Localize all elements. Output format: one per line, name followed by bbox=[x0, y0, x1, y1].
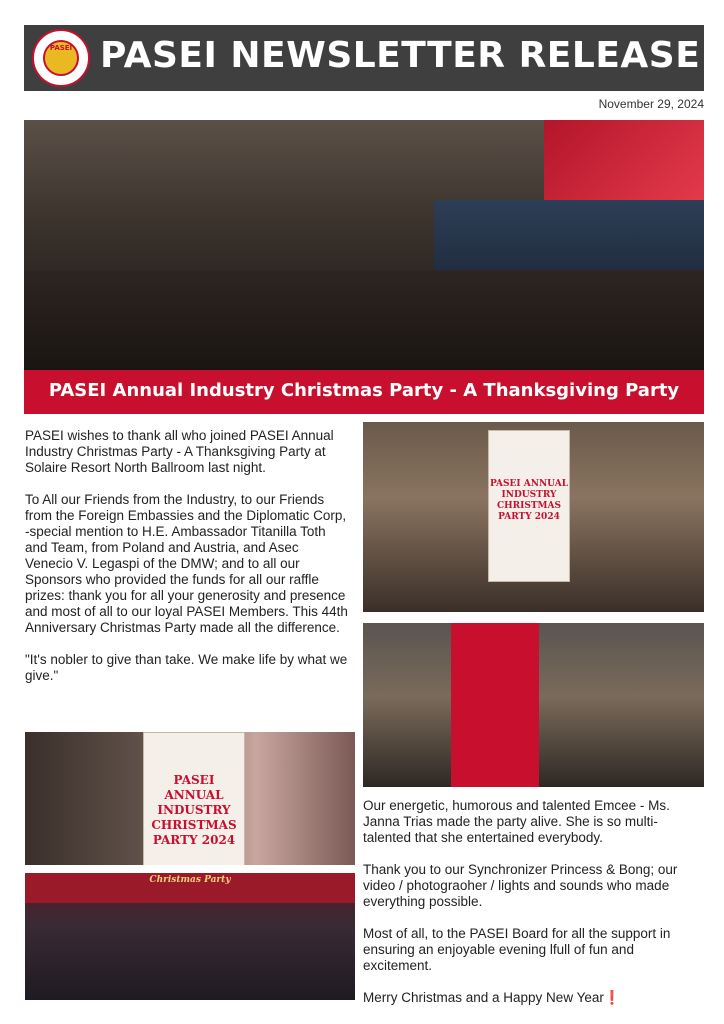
closing-line bbox=[363, 990, 703, 1006]
sign-text: PASEI ANNUAL INDUSTRY CHRISTMAS PARTY 2024 bbox=[489, 479, 569, 522]
newsletter-title: PASEI NEWSLETTER RELEASE bbox=[100, 35, 701, 76]
event-sign bbox=[488, 430, 570, 582]
exclamation-icon: ❗ bbox=[603, 990, 621, 1005]
closing-text: Merry Christmas and a Happy New Year bbox=[363, 990, 604, 1005]
release-date: November 29, 2024 bbox=[598, 97, 704, 111]
hero-photo bbox=[24, 120, 704, 370]
paragraph: PASEI wishes to thank all who joined PASEI Annual Industry Christmas Party - A Thanksgiving Party at Solaire Resort North Ballroom last night. bbox=[25, 428, 334, 475]
sign-text: PASEI ANNUAL INDUSTRY CHRISTMAS PARTY 2024 bbox=[151, 773, 237, 847]
paragraph: To All our Friends from the Industry, to our Friends from the Foreign Embassies and the Diplomatic Corp, -special mention to H.E. Ambassador Titanilla Toth and Team, from Poland and Austria, and Asec Venecio V. Legaspi of the DMW; and to all our Sponsors who provided the funds for all our raffle prizes: thank you for all your generosity and presence and most of all to our loyal PASEI Members. This 44th Anniversary Christmas Party made all the difference. bbox=[25, 492, 348, 635]
red-banner bbox=[451, 623, 539, 787]
event-sign bbox=[143, 732, 245, 865]
paragraph: Most of all, to the PASEI Board for all the support in ensuring an enjoyable evening lfull of fun and excitement. bbox=[363, 926, 671, 973]
stage-group-photo bbox=[25, 873, 355, 1000]
quote-paragraph: "It's nobler to give than take. We make life by what we give." bbox=[25, 652, 348, 683]
backdrop-text: Christmas Party bbox=[149, 875, 231, 885]
logo-label: PASEI bbox=[49, 44, 73, 52]
paragraph: Our energetic, humorous and talented Emcee - Ms. Janna Trias made the party alive. She is so multi-talented that she entertained everybody. bbox=[363, 798, 670, 845]
audience-area bbox=[24, 270, 704, 370]
group-photo-2 bbox=[363, 623, 704, 787]
stage-backdrop bbox=[25, 873, 355, 903]
group-photo-1 bbox=[363, 422, 704, 612]
stage-screen bbox=[544, 120, 704, 200]
event-caption: PASEI Annual Industry Christmas Party - A Thanksgiving Party bbox=[48, 380, 680, 401]
caption-bar bbox=[24, 370, 704, 414]
header-banner bbox=[24, 25, 704, 91]
paragraph: Thank you to our Synchronizer Princess & Bong; our video / photograoher / lights and sounds who made everything possible. bbox=[363, 862, 678, 909]
article-left-column bbox=[25, 428, 350, 700]
emcee-photo bbox=[25, 732, 355, 865]
pasei-logo bbox=[32, 29, 90, 87]
article-right-column bbox=[363, 798, 703, 1022]
